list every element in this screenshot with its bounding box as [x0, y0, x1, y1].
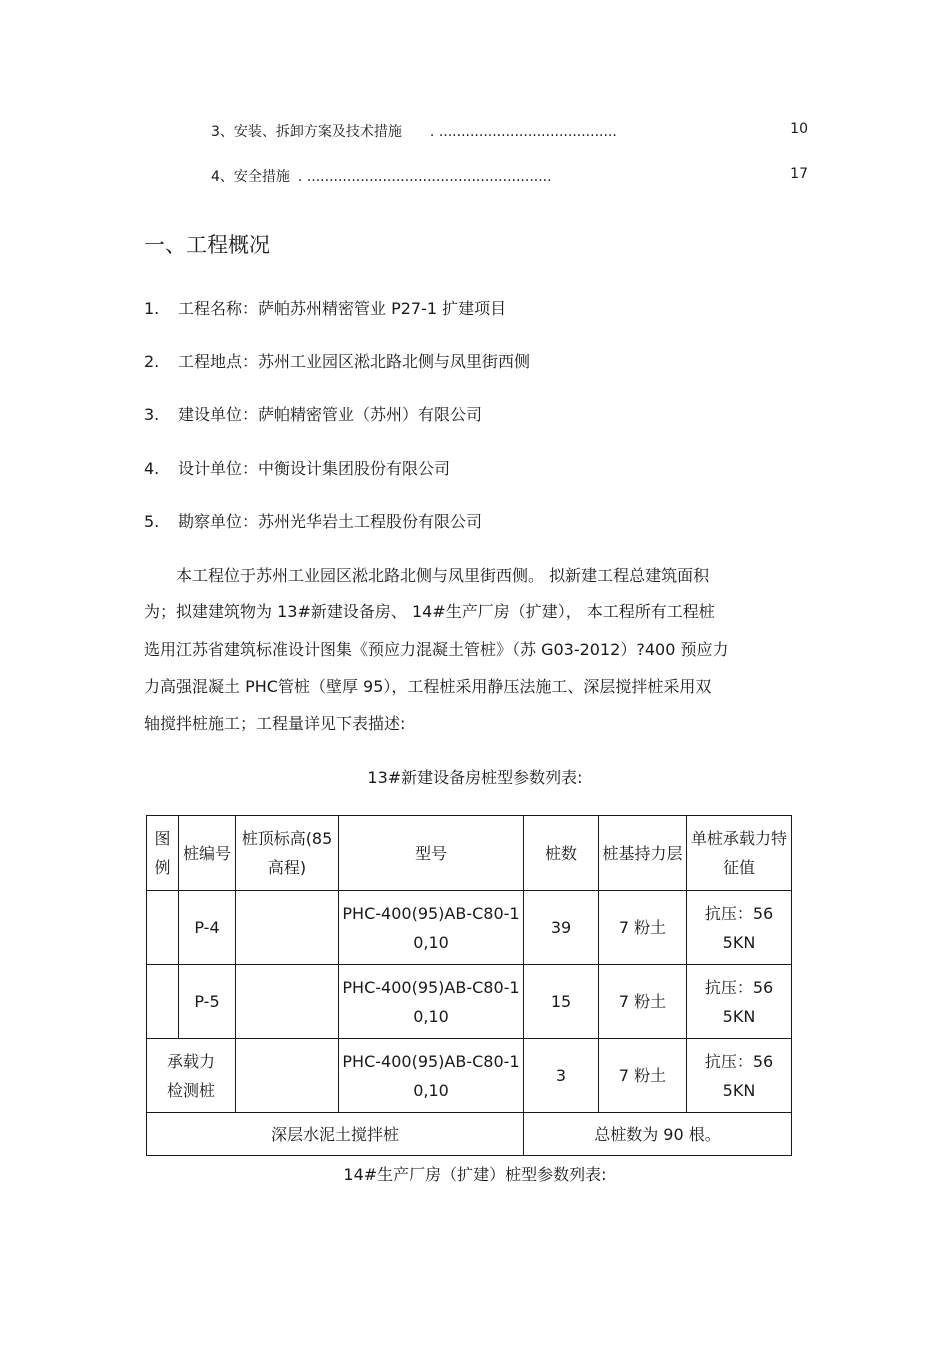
item-text: 勘察单位：苏州光华岩土工程股份有限公司	[178, 512, 483, 531]
cell-capacity: 抗压：565KN	[687, 891, 792, 965]
table-row	[147, 891, 792, 965]
header-pile-count: 桩数	[524, 816, 599, 891]
cell-legend	[147, 891, 179, 965]
item-number: 4.	[144, 459, 160, 478]
cell-footer-total: 总桩数为 90 根。	[524, 1113, 792, 1156]
toc-label: 4、安全措施	[211, 169, 290, 185]
cell-legend	[147, 965, 179, 1039]
list-item	[144, 402, 482, 425]
item-number: 2.	[144, 352, 160, 371]
toc-label: 3、安装、拆卸方案及技术措施	[211, 124, 402, 140]
cell-capacity: 抗压：565KN	[687, 965, 792, 1039]
cell-layer: 7 粉土	[599, 891, 687, 965]
cell-layer: 7 粉土	[599, 1039, 687, 1113]
table-caption: 13#新建设备房桩型参数列表:	[367, 768, 583, 787]
list-item	[144, 349, 530, 372]
cell-model: PHC-400(95)AB-C80-10,10	[339, 965, 524, 1039]
cell-layer: 7 粉土	[599, 965, 687, 1039]
header-legend: 图例	[147, 816, 179, 891]
cell-pile-code: P-5	[179, 965, 236, 1039]
header-capacity: 单桩承载力特征值	[687, 816, 792, 891]
item-text: 工程名称：萨帕苏州精密管业 P27-1 扩建项目	[178, 299, 507, 318]
table-caption: 14#生产厂房（扩建）桩型参数列表:	[343, 1165, 607, 1184]
item-text: 工程地点：苏州工业园区淞北路北侧与凤里街西侧	[178, 352, 531, 371]
paragraph-line: 轴搅拌桩施工；工程量详见下表描述:	[144, 714, 406, 733]
toc-page-number: 17	[790, 166, 808, 182]
cell-model: PHC-400(95)AB-C80-10,10	[339, 891, 524, 965]
table-footer-row	[147, 1113, 792, 1156]
paragraph-line: 选用江苏省建筑标准设计图集《预应力混凝土管桩》（苏 G03-2012）?400 预应力	[144, 640, 729, 659]
table-header-row	[147, 816, 792, 891]
toc-page-number: 10	[790, 121, 808, 137]
table-row	[147, 965, 792, 1039]
cell-pile-top	[236, 891, 339, 965]
item-number: 1.	[144, 299, 160, 318]
list-item	[144, 296, 506, 319]
toc-leader-dots: . .......................................................	[297, 169, 552, 185]
item-number: 3.	[144, 405, 160, 424]
cell-pile-top	[236, 965, 339, 1039]
table-row	[147, 1039, 792, 1113]
cell-count: 39	[524, 891, 599, 965]
cell-pile-code: P-4	[179, 891, 236, 965]
cell-count: 15	[524, 965, 599, 1039]
toc-entry-3[interactable]	[211, 121, 617, 141]
cell-test-pile-label: 承载力检测桩	[147, 1039, 236, 1113]
toc-leader-dots: . ........................................	[429, 124, 617, 140]
pile-parameter-table	[146, 815, 792, 1156]
cell-count: 3	[524, 1039, 599, 1113]
cell-footer-left: 深层水泥土搅拌桩	[147, 1113, 524, 1156]
paragraph-line: 本工程位于苏州工业园区淞北路北侧与凤里街西侧。 拟新建工程总建筑面积	[176, 566, 710, 585]
cell-pile-top	[236, 1039, 339, 1113]
header-pile-top-elevation: 桩顶标高(85 高程)	[236, 816, 339, 891]
item-text: 建设单位：萨帕精密管业（苏州）有限公司	[178, 405, 483, 424]
list-item	[144, 456, 450, 479]
header-pile-code: 桩编号	[179, 816, 236, 891]
section-title: 一、工程概况	[144, 233, 270, 257]
toc-entry-4[interactable]	[211, 166, 552, 186]
cell-capacity: 抗压：565KN	[687, 1039, 792, 1113]
header-model: 型号	[339, 816, 524, 891]
item-text: 设计单位：中衡设计集团股份有限公司	[178, 459, 451, 478]
header-bearing-layer: 桩基持力层	[599, 816, 687, 891]
paragraph-line: 为；拟建建筑物为 13#新建设备房、 14#生产厂房（扩建）， 本工程所有工程桩	[144, 602, 715, 621]
list-item	[144, 509, 482, 532]
cell-model: PHC-400(95)AB-C80-10,10	[339, 1039, 524, 1113]
paragraph-line: 力高强混凝土 PHC管桩（壁厚 95），工程桩采用静压法施工、深层搅拌桩采用双	[144, 677, 712, 696]
item-number: 5.	[144, 512, 160, 531]
